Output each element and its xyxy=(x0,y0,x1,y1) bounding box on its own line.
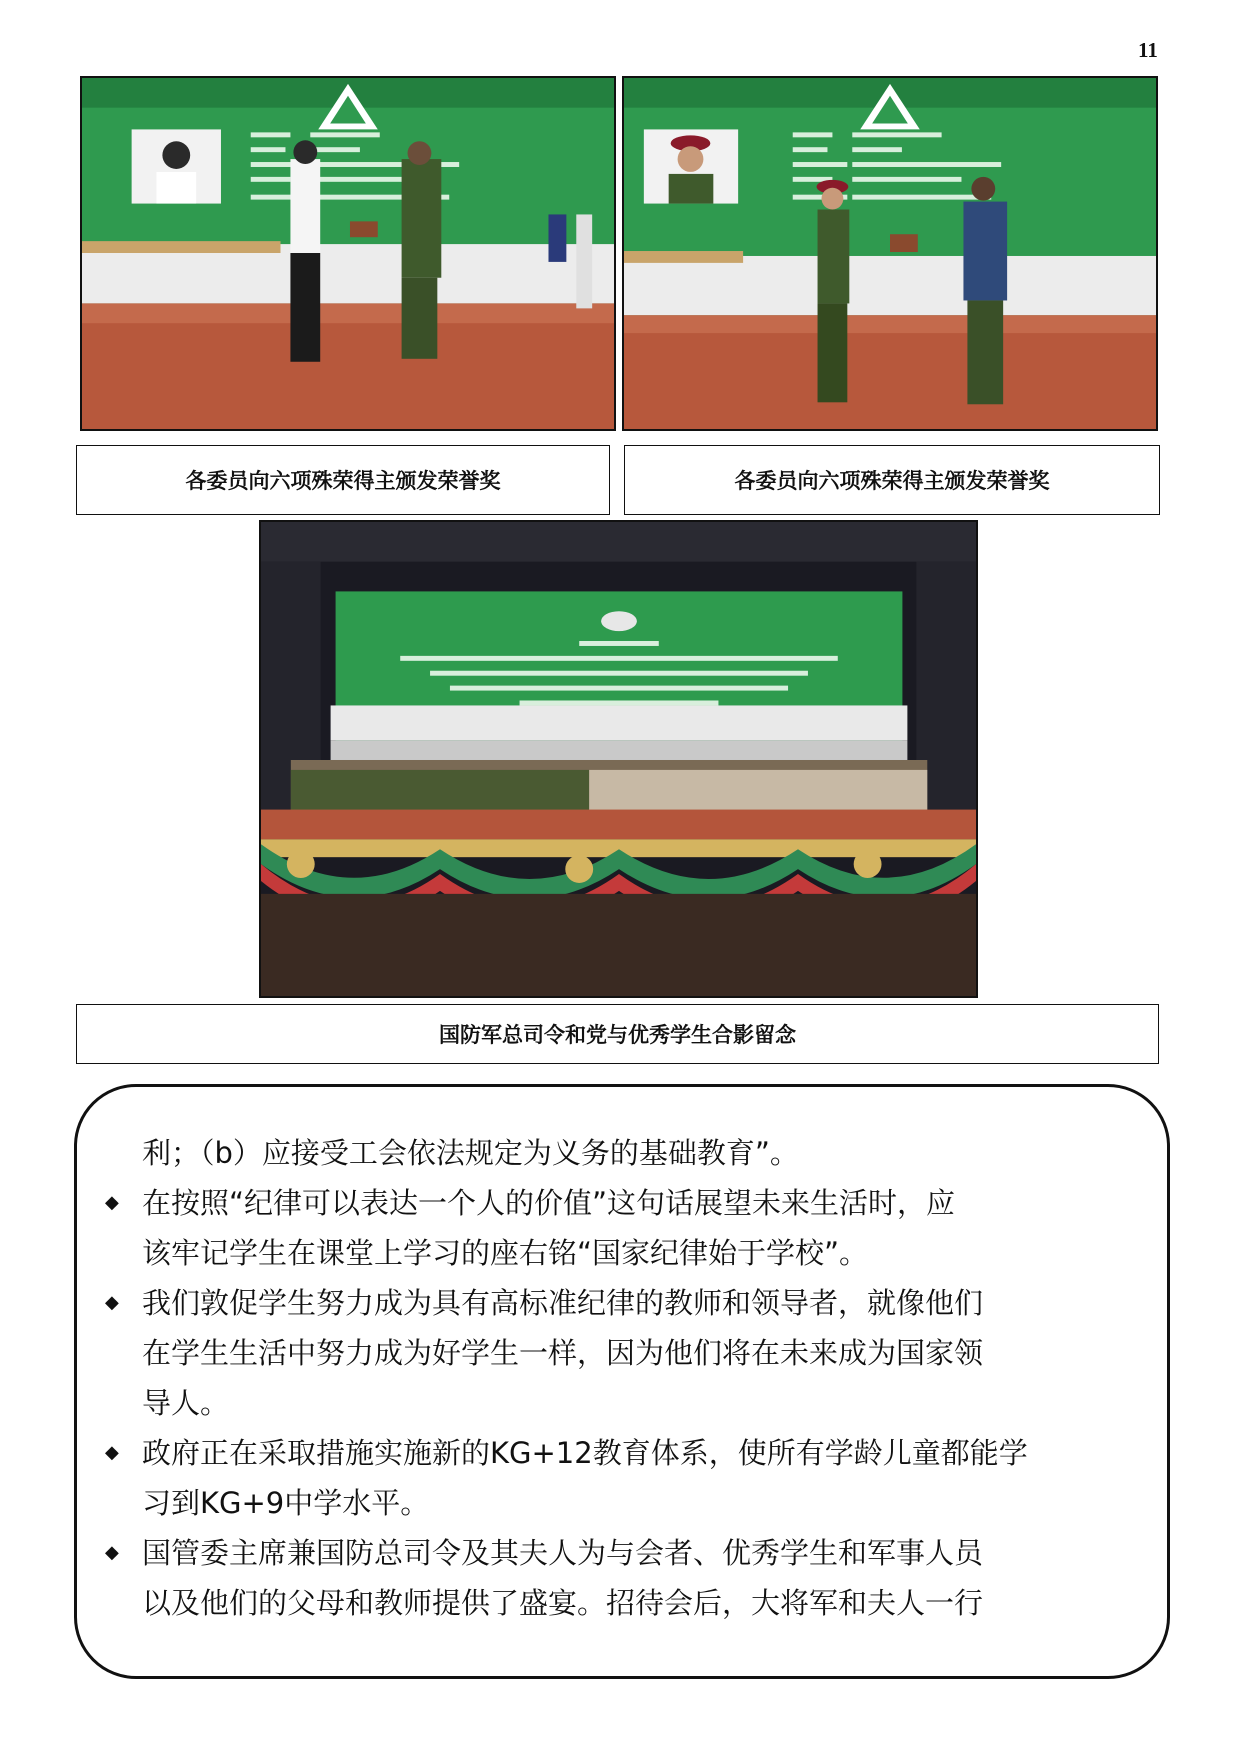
bullet-text-3 xyxy=(142,1428,1147,1528)
bullet-3-line-2: 习到KG+9中学水平。 xyxy=(142,1486,430,1520)
page-number: 11 xyxy=(1138,38,1158,62)
award-photo-right xyxy=(622,76,1158,431)
bullet-1-line-1: 在按照“纪律可以表达一个人的价值”这句话展望未来生活时，应 xyxy=(142,1186,956,1220)
bullet-diamond-icon: ◆ xyxy=(105,1292,119,1313)
emblem-icon xyxy=(601,611,637,631)
bullet-2-line-1: 我们敦促学生努力成为具有高标准纪律的教师和领导者，就像他们 xyxy=(142,1286,984,1320)
award-photo-left xyxy=(80,76,616,431)
caption-top-right: 各委员向六项殊荣得主颁发荣誉奖 xyxy=(624,445,1160,515)
bullet-text-2 xyxy=(142,1278,1147,1428)
continuation-line: 利；（b）应接受工会依法规定为义务的基础教育”。 xyxy=(142,1136,799,1170)
caption-group-photo: 国防军总司令和党与优秀学生合影留念 xyxy=(76,1004,1159,1064)
bullet-3-line-1: 政府正在采取措施实施新的KG+12教育体系，使所有学龄儿童都能学 xyxy=(142,1436,1028,1470)
group-photo xyxy=(259,520,978,998)
bullet-4-line-1: 国管委主席兼国防总司令及其夫人为与会者、优秀学生和军事人员 xyxy=(142,1536,984,1570)
bullet-2-line-3: 导人。 xyxy=(142,1386,230,1420)
bullet-diamond-icon: ◆ xyxy=(105,1542,119,1563)
bullet-diamond-icon: ◆ xyxy=(105,1192,119,1213)
bullet-4-line-2: 以及他们的父母和教师提供了盛宴。招待会后，大将军和夫人一行 xyxy=(142,1586,984,1620)
bullet-text-4 xyxy=(142,1528,1147,1628)
bullet-diamond-icon: ◆ xyxy=(105,1442,119,1463)
bullet-text-1 xyxy=(142,1178,1147,1278)
bullet-1-line-2: 该牢记学生在课堂上学习的座右铭“国家纪律始于学校”。 xyxy=(142,1236,869,1270)
bullet-2-line-2: 在学生生活中努力成为好学生一样，因为他们将在未来成为国家领 xyxy=(142,1336,984,1370)
caption-top-left: 各委员向六项殊荣得主颁发荣誉奖 xyxy=(76,445,610,515)
